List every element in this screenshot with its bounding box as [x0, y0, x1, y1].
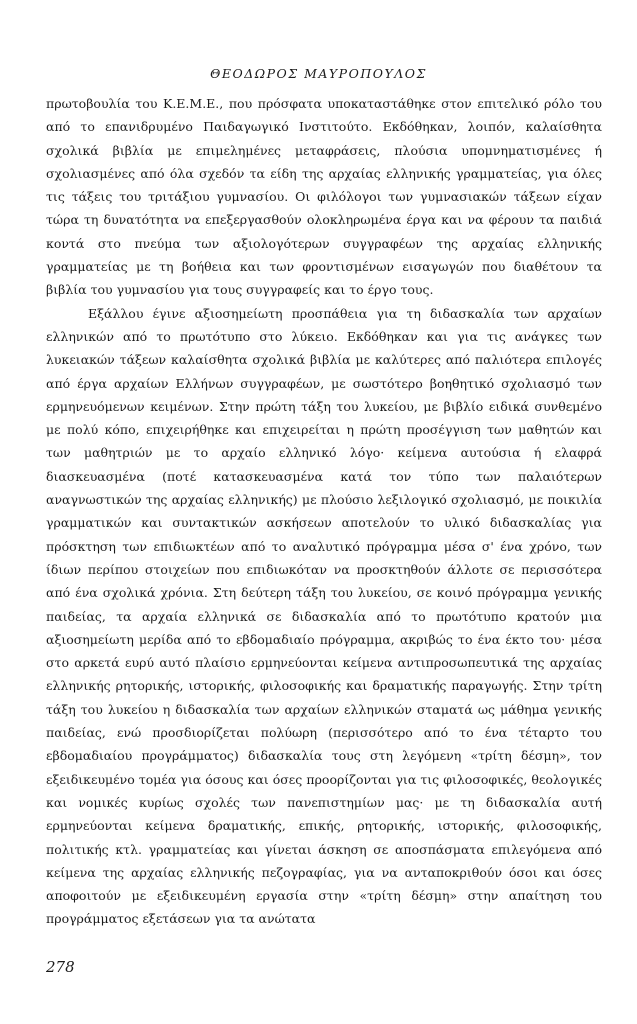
paragraph: Εξάλλου έγινε αξιοσημείωτη προσπάθεια για τη διδασκαλία των αρχαίων ελληνικών από το πρωτότυπο στο λύκειο. Εκδόθηκαν και για τις ανάγκες των λυκειακών τάξεων καλαίσθητα σχολικά βιβλία με καλύτερες από παλιότερα επιλογές από έργα αρχαίων Ελλήνων συγγραφέων, με σωστότερο βοηθητικό σχολιασμό των ερμηνευόμενων κειμένων. Στην πρώτη τάξη του λυκείου, με βιβλίο ειδικά συνθεμένο με πολύ κόπο, επιχειρήθηκε και επιχειρείται η πρώτη προσέγγιση των μαθητών και των μαθητριών με το αρχαίο ελληνικό λόγο· κείμενα αυτούσια ή ελαφρά διασκευασμένα (ποτέ κατασκευασμένα κατά τον τύπο των παλαιότερων αναγνωστικών της αρχαίας ελληνικής) με πλούσιο λεξιλογικό σχολιασμό, με ποικιλία γραμματικών και συντακτικών ασκήσεων αποτελούν το υλικό διδασκαλίας για πρόσκτηση των επιδιωκτέων από το αναλυτικό πρόγραμμα μέσα σ' ένα χρόνο, των ίδιων περίπου στοιχείων που επιδιωκόταν να προσκτηθούν άλλοτε σε περισσότερα από ένα σχολικά χρόνια. Στη δεύτερη τάξη του λυκείου, σε κοινό πρόγραμμα γενικής παιδείας, τα αρχαία ελληνικά σε διδασκαλία από το πρωτότυπο κρατούν μια αξιοσημείωτη μερίδα από το εβδομαδιαίο πρόγραμμα, ακριβώς το ένα έκτο του· μέσα στο αρκετά ευρύ αυτό πλαίσιο ερμηνεύονται κείμενα αντιπροσωπευτικά της αρχαίας ελληνικής ρητορικής, ιστορικής, φιλοσοφικής και δραματικής παραγωγής. Στην τρίτη τάξη του λυκείου η διδασκαλία των αρχαίων ελληνικών σταματά ως μάθημα γενικής παιδείας, ενώ προσδιορίζεται πολύωρη (περισσότερο από το ένα τέταρτο του εβδομαδιαίου προγράμματος) διδασκαλία τους στη λεγόμενη «τρίτη δέσμη», τον εξειδικευμένο τομέα για όσους και όσες προορίζονται για τις φιλοσοφικές, θεολογικές και νομικές κυρίως σχολές των πανεπιστημίων μας· με τη διδασκαλία αυτή ερμηνεύονται κείμενα δραματικής, επικής, ρητορικής, ιστορικής, φιλοσοφικής, πολιτικής κτλ. γραμματείας και γίνεται άσκηση σε αποσπάσματα επιλεγόμενα από κείμενα της αρχαίας ελληνικής πεζογραφίας, για να ανταποκριθούν όσοι και όσες αποφοιτούν με εξειδικευμένη εργασία στην «τρίτη δέσμη» στην απαίτηση του προγράμματος εξετάσεων για τα ανώτατα	[46, 305, 602, 927]
body-text	[46, 92, 602, 931]
paragraph: πρωτοβουλία του Κ.Ε.Μ.Ε., που πρόσφατα υποκαταστάθηκε στον επιτελικό ρόλο του από το επανιδρυμένο Παιδαγωγικό Ινστιτούτο. Εκδόθηκαν, λοιπόν, καλαίσθητα σχολικά βιβλία με επιμελημένες μεταφράσεις, πλούσια υπομνηματισμένες ή σχολιασμένες από όλα σχεδόν τα είδη της αρχαίας ελληνικής γραμματείας, για όλες τις τάξεις του τριτάξιου γυμνασίου. Οι φιλόλογοι των γυμνασιακών τάξεων είχαν τώρα τη δυνατότητα να επεξεργασθούν ολοκληρωμένα έργα και να φέρουν τα παιδιά κοντά στο πνεύμα των αξιολογότερων συγγραφέων της αρχαίας ελληνικής γραμματείας με τη βοήθεια και των φροντισμένων εισαγωγών που διαθέτουν τα βιβλία του γυμνασίου για τους συγγραφείς και το έργο τους.	[46, 96, 602, 298]
running-head: ΘΕΟΔΩΡΟΣ ΜΑΥΡΟΠΟΥΛΟΣ	[210, 66, 427, 81]
page-number: 278	[46, 958, 75, 976]
